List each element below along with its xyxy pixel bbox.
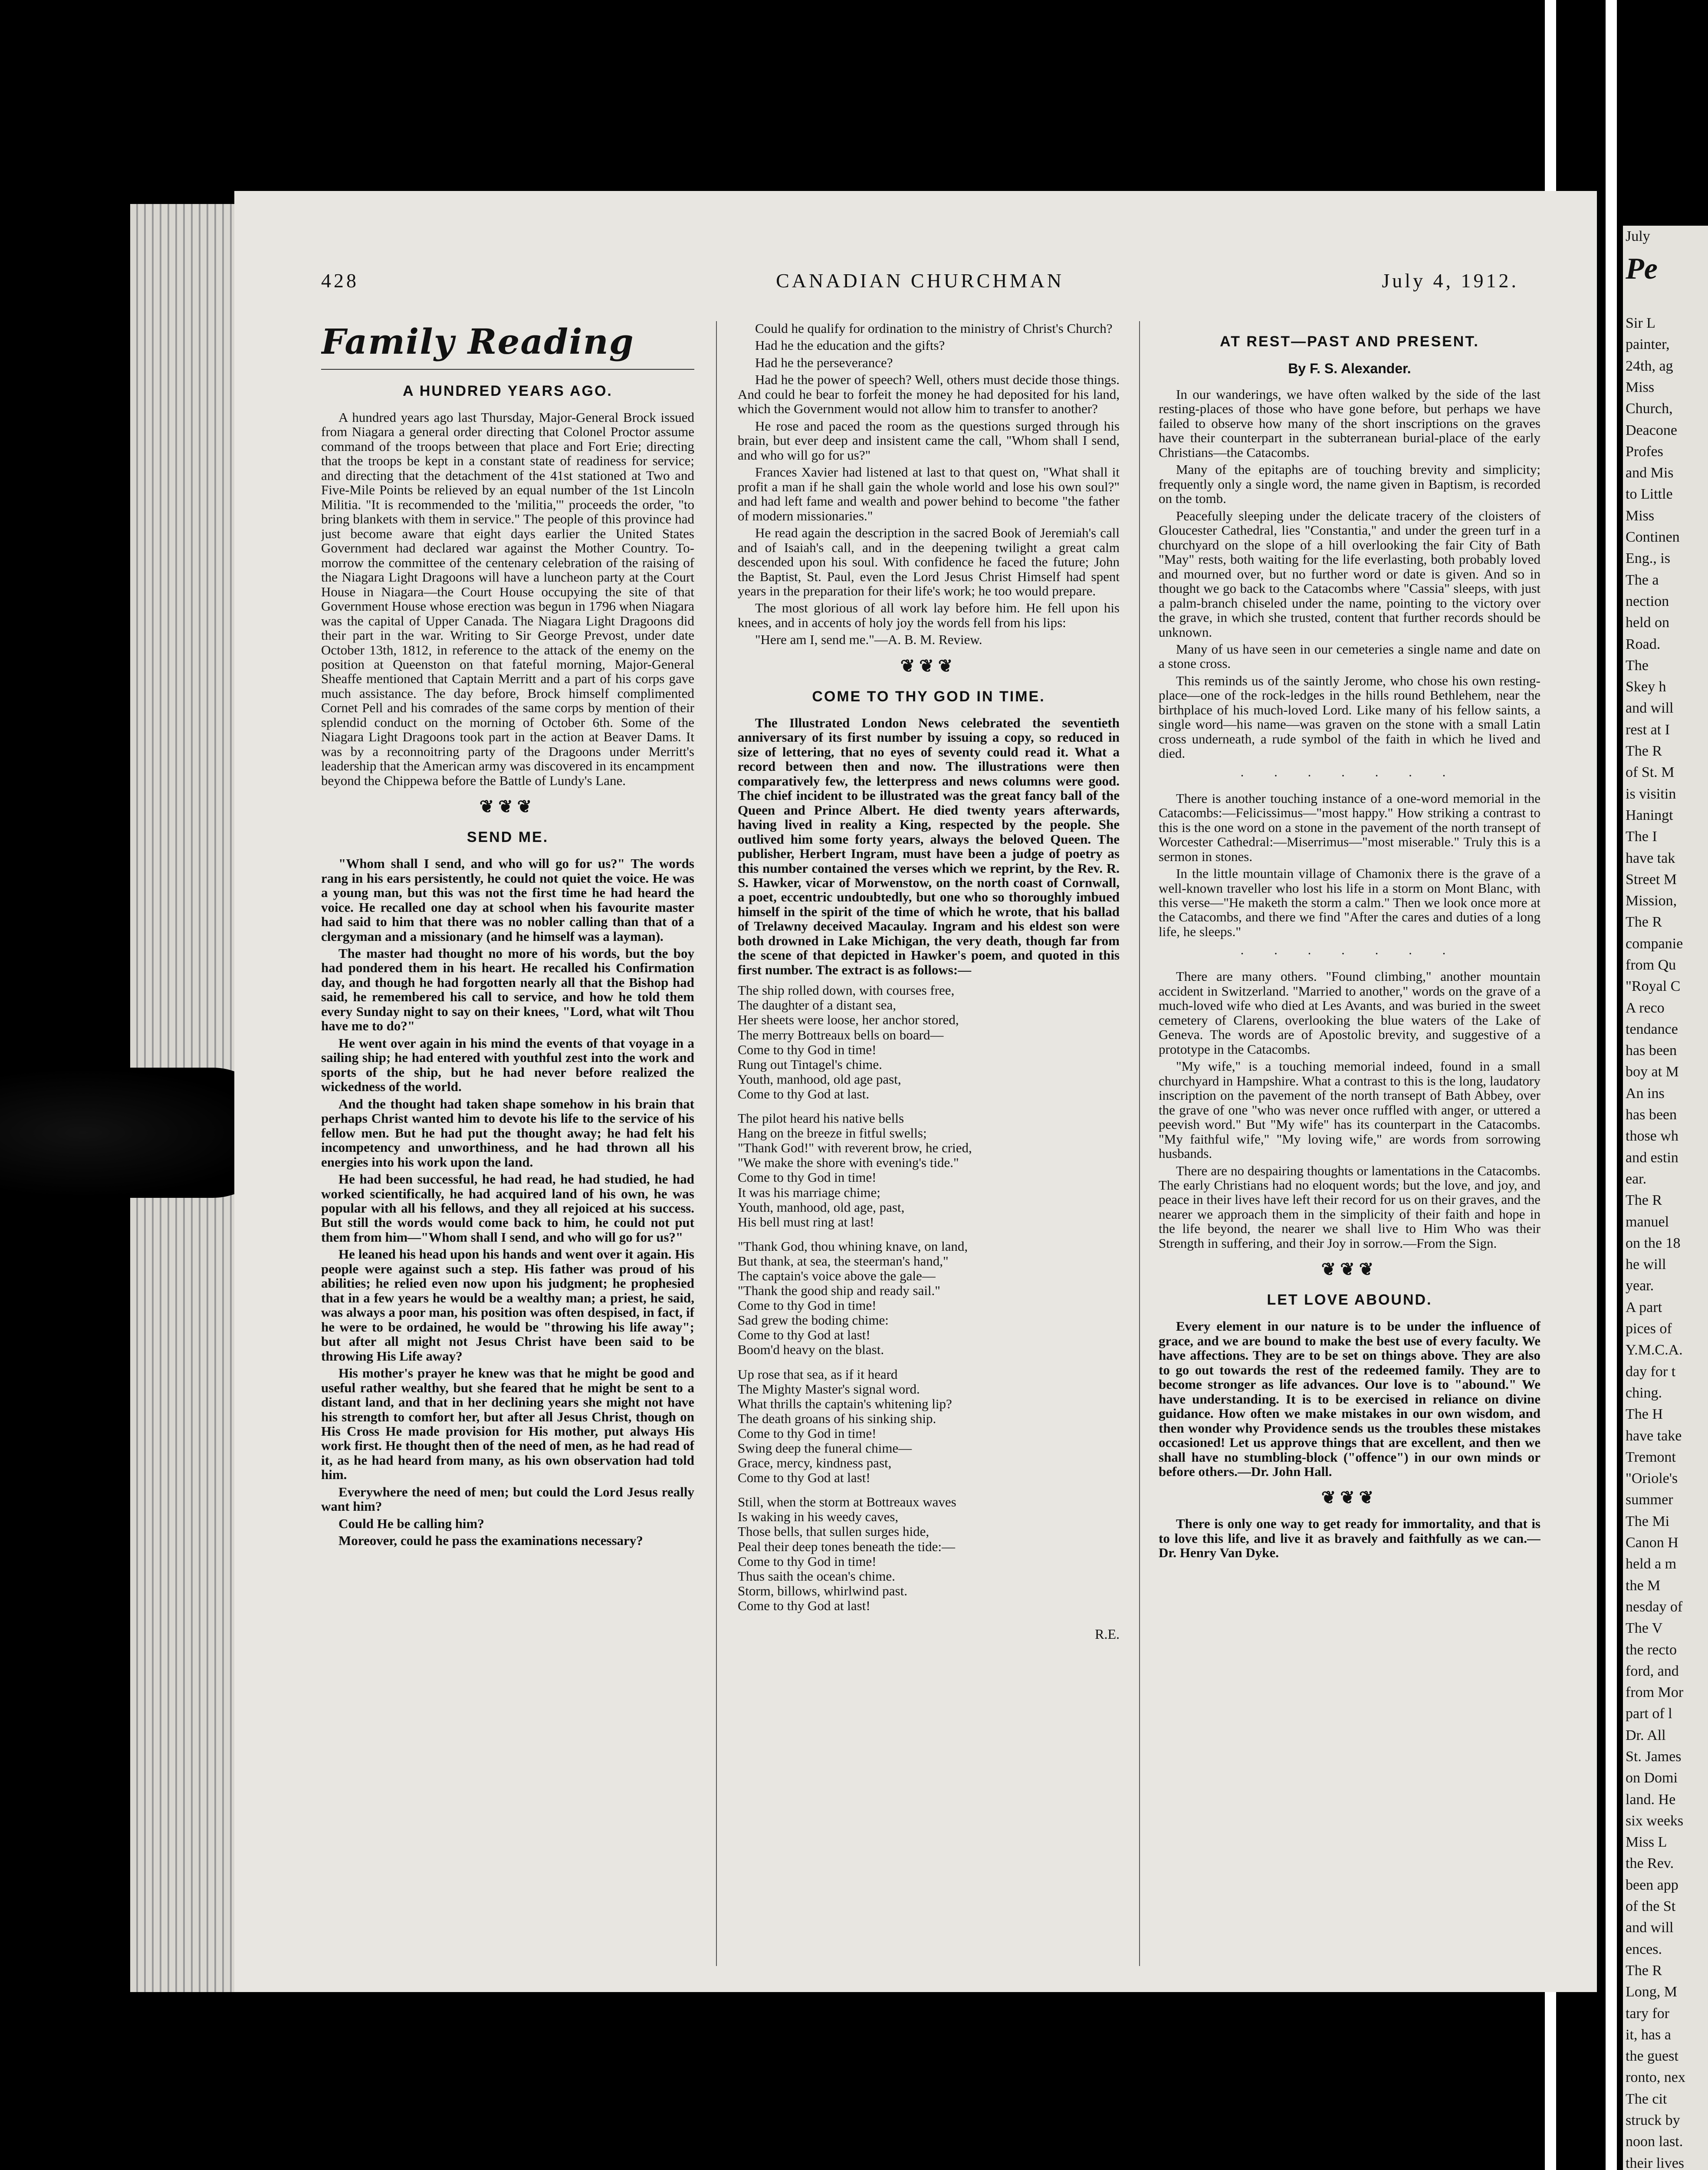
- fragment-line: The R: [1626, 1962, 1662, 1979]
- fragment-line: Miss L: [1626, 1834, 1667, 1851]
- poem-line: Youth, manhood, old age past,: [738, 1071, 901, 1087]
- paragraph: There is only one way to get ready for immortality, and that is to love this life, and live it as bravely and faithfully as we can.—Dr. Henry Van Dyke.: [1159, 1516, 1540, 1561]
- paragraph: He leaned his head upon his hands and went over it again. His people were against such a step. His father was proud of his abilities; he relied even now upon his judgment; he prophesied that in a few years he would be a wealthy man; a priest, he said, was always a poor man, his position was often despised, in fact, if he were to be ordained, he would be "throwing his life away"; but after all might not Jesus Christ have been said to be throwing His Life away?: [321, 1246, 694, 1364]
- separator-dots: · · · · · · ·: [1240, 947, 1459, 961]
- poem-line: Peal their deep tones beneath the tide:—: [738, 1539, 955, 1554]
- fragment-line: Miss: [1626, 379, 1655, 395]
- fragment-line: Profes: [1626, 443, 1663, 460]
- signature: R.E.: [1095, 1626, 1120, 1642]
- poem-line: Still, when the storm at Bottreaux waves: [738, 1494, 956, 1510]
- fragment-line: ronto, nex: [1626, 2069, 1685, 2086]
- paragraph: Peacefully sleeping under the delicate tracery of the cloisters of Gloucester Cathedral, lies "Constantia," and under the green turf in a churchyard on the slope of a hill overlooking the fair City of Bath "May" rests, both waiting for the life everlasting, both probably loved and mourned over, but no further word or date is given. And so in thought we go back to the Catacombs where "Cassia" sleeps, with just a palm-branch chiseled under the name, pointing to the victory over the grave, in which she trusted, content that further records should be unknown.: [1159, 508, 1540, 640]
- paragraph: Could He be calling him?: [338, 1516, 484, 1531]
- fragment-line: Pe: [1626, 252, 1658, 286]
- paragraph: "My wife," is a touching memorial indeed, found in a small churchyard in Hampshire. What a contrast to this is the long, laudatory inscription on the pavement of the north transept of Bath Abbey, over the grave of one "who was never once ruffled with anger, or uttered a peevish word." But "My wife" has its counterpart in the Catacombs. "My faithful wife," "My loving wife," are words from sorrowing husbands.: [1159, 1059, 1540, 1161]
- fragment-line: 24th, ag: [1626, 358, 1673, 374]
- poem-line: Come to thy God in time!: [738, 1170, 877, 1185]
- fragment-line: pices of: [1626, 1321, 1672, 1337]
- stanza: [738, 1111, 1120, 1230]
- fragment-line: "Oriole's: [1626, 1470, 1678, 1487]
- poem-line: What thrills the captain's whitening lip?: [738, 1396, 952, 1411]
- fragment-line: St. James: [1626, 1748, 1682, 1765]
- article-title: SEND ME.: [466, 829, 549, 846]
- stanza: [738, 1495, 1120, 1613]
- fragment-line: A part: [1626, 1299, 1662, 1315]
- poem-line: Is waking in his weedy caves,: [738, 1509, 899, 1525]
- newspaper-page: [234, 191, 1597, 1992]
- fragment-line: land. He: [1626, 1791, 1676, 1808]
- fragment-line: companie: [1626, 935, 1683, 952]
- fragment-line: boy at M: [1626, 1064, 1679, 1080]
- fragment-line: The cit: [1626, 2091, 1667, 2107]
- paragraph: Frances Xavier had listened at last to that quest on, "What shall it profit a man if he shall gain the whole world and lose his own soul?" and had left fame and wealth and power behind to become "the father of modern missionaries.": [738, 464, 1120, 523]
- poem-line: "We make the shore with evening's tide.": [738, 1155, 959, 1170]
- fragment-line: ear.: [1626, 1170, 1647, 1187]
- poem-line: Boom'd heavy on the blast.: [738, 1342, 884, 1358]
- paragraph: He went over again in his mind the events of that voyage in a sailing ship; he had entered with youthful zest into the work and sports of the ship, but he had never before realized the wickedness of the world.: [321, 1035, 694, 1095]
- paragraph: He rose and paced the room as the questions surged through his brain, but ever deep and insistent came the call, "Whom shall I send, and who will go for us?": [738, 418, 1120, 463]
- poem-line: It was his marriage chime;: [738, 1184, 880, 1200]
- fragment-line: A reco: [1626, 1000, 1665, 1016]
- poem-line: Swing deep the funeral chime—: [738, 1440, 912, 1456]
- fragment-line: nection: [1626, 593, 1669, 609]
- gutter-bar: [1606, 0, 1617, 2170]
- fragment-line: Tremont: [1626, 1449, 1676, 1465]
- publication-title: CANADIAN CHURCHMAN: [776, 270, 1064, 292]
- fragment-line: rest at I: [1626, 721, 1670, 738]
- paragraph: There are no despairing thoughts or lamentations in the Catacombs. The early Christians had no eloquent words; but the love, and joy, and peace in their lives have left their record for us on their graves, and the nearer we approach them in the simplicity of their faith and hope in the life beyond, the nearer we shall live to Him Who was their Strength in suffering, and their Joy in sorrow.—From the Sign.: [1159, 1163, 1540, 1251]
- fragment-line: tendance: [1626, 1021, 1678, 1037]
- column-rule: [716, 321, 717, 1966]
- poem-line: Sad grew the boding chime:: [738, 1312, 889, 1328]
- fragment-line: struck by: [1626, 2112, 1680, 2129]
- fragment-line: Church,: [1626, 401, 1673, 417]
- paragraph: And the thought had taken shape somehow in his brain that perhaps Christ wanted him to devote his life to the service of his fellow men. But he had put the thought away; he had felt his incompetency and unworthiness, and he had thrown all his energies into his work upon the land.: [321, 1096, 694, 1170]
- fragment-line: have tak: [1626, 850, 1675, 866]
- poem-line: Youth, manhood, old age, past,: [738, 1199, 905, 1215]
- byline: By F. S. Alexander.: [1288, 361, 1411, 376]
- fragment-line: The R: [1626, 914, 1662, 930]
- paragraph: Moreover, could he pass the examinations necessary?: [338, 1533, 643, 1549]
- fragment-line: year.: [1626, 1278, 1654, 1294]
- poem: [738, 983, 1120, 1613]
- poem-line: "Thank God!" with reverent brow, he cried,: [738, 1140, 972, 1156]
- poem-line: Those bells, that sullen surges hide,: [738, 1524, 930, 1539]
- poem-line: Come to thy God at last!: [738, 1470, 870, 1486]
- paragraph: His mother's prayer he knew was that he might be good and useful rather wealthy, but she feared that he might be sent to a distant land, and that in her declining years she might not have his strength to comfort her, but after all Jesus Christ, though on His Cross He made provision for His mother, put always His work first. He thought then of the need of men, as he had read of it, as he had heard from many, as his own observation had told him.: [321, 1365, 694, 1483]
- poem-line: Up rose that sea, as if it heard: [738, 1366, 898, 1382]
- paragraph: He read again the description in the sacred Book of Jeremiah's call and of Isaiah's call, and in the deepening twilight a great calm descended upon his soul. With confidence he faced the future; John the Baptist, St. Paul, even the Lord Jesus Christ Himself had spent years in the preparation for their life's work; he too would prepare.: [738, 525, 1120, 598]
- page-header: [321, 269, 1519, 295]
- stanza: [738, 1239, 1120, 1358]
- fragment-line: from Qu: [1626, 957, 1676, 973]
- fragment-line: The I: [1626, 829, 1657, 845]
- fragment-line: been app: [1626, 1877, 1678, 1893]
- fragment-line: six weeks: [1626, 1812, 1684, 1829]
- fragment-line: tary for: [1626, 2005, 1670, 2022]
- fragment-line: it, has a: [1626, 2026, 1671, 2043]
- next-page-fragment: [1623, 226, 1708, 2170]
- fragment-line: Dr. All: [1626, 1727, 1666, 1743]
- fragment-line: part of l: [1626, 1706, 1672, 1722]
- poem-line: The death groans of his sinking ship.: [738, 1410, 936, 1426]
- paragraph: Had he the power of speech? Well, others must decide those things. And could he bear to forfeit the money he had deposited for his land, which the Government would not allow him to transfer to another?: [738, 372, 1120, 417]
- article-title: COME TO THY GOD IN TIME.: [812, 688, 1045, 705]
- fragment-line: he will: [1626, 1256, 1666, 1273]
- fragment-line: nesday of: [1626, 1598, 1683, 1615]
- paragraph: Had he the education and the gifts?: [755, 338, 945, 353]
- stanza: [738, 1367, 1120, 1486]
- paragraph: The master had thought no more of his words, but the boy had pondered them in his heart. He recalled his Confirmation day, and though he had forgotten nearly all that the Bishop had said, he remembered his call to service, and how he told them every Sunday night to say on their knees, "Lord, what wilt Thou have me to do?": [321, 946, 694, 1034]
- ornament: ❦❦❦: [1321, 1259, 1378, 1279]
- fragment-line: Haningt: [1626, 807, 1673, 823]
- poem-line: Come to thy God at last.: [738, 1086, 870, 1101]
- fragment-line: Long, M: [1626, 1984, 1677, 2000]
- ornament: ❦❦❦: [900, 656, 957, 676]
- fragment-line: Canon H: [1626, 1535, 1678, 1551]
- divider: [321, 369, 694, 370]
- column-3: [1159, 321, 1540, 1975]
- fragment-line: the Rev.: [1626, 1855, 1674, 1872]
- poem-line: Hang on the breeze in fitful swells;: [738, 1125, 927, 1141]
- paragraph: Could he qualify for ordination to the ministry of Christ's Church?: [755, 321, 1113, 336]
- ornament: ❦❦❦: [1321, 1488, 1378, 1508]
- fragment-line: held a m: [1626, 1556, 1677, 1572]
- fragment-line: noon last.: [1626, 2134, 1683, 2150]
- fragment-line: "Royal C: [1626, 978, 1681, 995]
- fragment-line: The R: [1626, 1192, 1662, 1209]
- fragment-line: is visitin: [1626, 786, 1676, 802]
- poem-line: But thank, at sea, the steerman's hand,": [738, 1253, 949, 1269]
- fragment-line: The: [1626, 657, 1649, 674]
- fragment-line: Eng., is: [1626, 550, 1670, 567]
- paragraph: The most glorious of all work lay before him. He fell upon his knees, and in accents of holy joy the words fell from his lips:: [738, 600, 1120, 630]
- fragment-line: ching.: [1626, 1384, 1662, 1401]
- fragment-line: The R: [1626, 743, 1662, 760]
- paragraph: "Whom shall I send, and who will go for us?" The words rang in his ears persistently, he could not quiet the voice. He was a young man, but this was not the first time he had heard the voice. He recalled one day at school when his favourite master had said to him that there was no nobler calling than that of a clergyman and a missionary (and he himself was a layman).: [321, 856, 694, 944]
- fragment-line: The a: [1626, 572, 1659, 588]
- paragraph: In the little mountain village of Chamonix there is the grave of a well-known traveller who lost his life in a storm on Mont Blanc, with this verse—"He maketh the storm a calm." Then we look once more at the Catacombs, and there we find "After the cares and duties of a long life, he sleeps.": [1159, 866, 1540, 939]
- fragment-line: summer: [1626, 1492, 1673, 1508]
- paragraph: The Illustrated London News celebrated the seventieth anniversary of its first number by issuing a copy, so reduced in size of lettering, that no eyes of seventy could read it. What a record between then and now. The illustrations were then comparatively few, the letterpress and news columns were good. The chief incident to be illustrated was the great fancy ball of the Queen and Prince Albert. He died twenty years afterwards, having lived in reality a King, respected by the people. She outlived him some forty years, always the beloved Queen. The publisher, Herbert Ingram, must have been a judge of poetry as this number contained the verses which we reprint, by the Rev. R. S. Hawker, vicar of Morwenstow, on the north coast of Cornwall, a poet, eccentric undoubtedly, but one who so thoroughly imbued himself in the spirit of the time of which he wrote, that his ballad of Trelawny deceived Macaulay. Ingram and his eldest son were both drowned in Lake Michigan, the very death, though far from the scene of that depicted in Hawker's poem, and quoted in this first number. The extract is as follows:—: [738, 715, 1120, 977]
- article-title: A HUNDRED YEARS AGO.: [403, 383, 613, 399]
- poem-line: The pilot heard his native bells: [738, 1111, 904, 1126]
- article-title: AT REST—PAST AND PRESENT.: [1220, 333, 1479, 350]
- poem-line: The merry Bottreaux bells on board—: [738, 1027, 944, 1042]
- fragment-line: An ins: [1626, 1085, 1665, 1101]
- fragment-line: Street M: [1626, 871, 1677, 888]
- fragment-line: have take: [1626, 1427, 1682, 1444]
- column-2: [738, 321, 1120, 1975]
- fragment-line: and estin: [1626, 1149, 1678, 1166]
- fragment-line: of the St: [1626, 1898, 1676, 1915]
- fragment-line: manuel: [1626, 1213, 1669, 1230]
- next-page-lines: [1623, 226, 1708, 2170]
- stanza: [738, 983, 1120, 1101]
- paragraph: Every element in our nature is to be under the influence of grace, and we are bound to make the best use of every faculty. We have affections. They are to be set on things above. They are also to go out towards the rest of the redeemed family. They are to become stronger as life advances. Our love is to "abound." We have understanding. It is to be exercised in reliance on divine guidance. How often we make mistakes in our own wisdom, and then wonder why Providence sends us the troubles these mistakes occasioned! Let us approve things that are excellent, and then we shall have no stumbling-block ("offence") in our own minds or before others.—Dr. John Hall.: [1159, 1318, 1540, 1479]
- poem-line: Come to thy God in time!: [738, 1553, 877, 1569]
- poem-line: The ship rolled down, with courses free,: [738, 983, 955, 998]
- poem-line: Grace, mercy, kindness past,: [738, 1455, 892, 1471]
- paragraph: Many of the epitaphs are of touching brevity and simplicity; frequently only a single word, the name given in Baptism, is recorded on the tomb.: [1159, 462, 1540, 506]
- separator-dots: · · · · · · ·: [1240, 768, 1459, 783]
- fragment-line: day for t: [1626, 1363, 1676, 1380]
- fragment-line: and Mis: [1626, 465, 1674, 481]
- article-title: LET LOVE ABOUND.: [1267, 1292, 1432, 1309]
- poem-line: The Mighty Master's signal word.: [738, 1381, 920, 1397]
- poem-line: Come to thy God in time!: [738, 1042, 877, 1057]
- poem-line: Rung out Tintagel's chime.: [738, 1056, 882, 1072]
- fragment-line: their lives: [1626, 2155, 1685, 2170]
- paragraph: There are many others. "Found climbing," another mountain accident in Switzerland. "Married to another," words on the grave of a much-loved wife who died at Les Avants, and was buried in the sweet cemetery of Clarens, overlooking the blue waters of the Lake of Geneva. The words are of Apostolic brevity, and suggestive of a prototype in the Catacombs.: [1159, 969, 1540, 1057]
- poem-line: Her sheets were loose, her anchor stored,: [738, 1012, 959, 1028]
- paragraph: In our wanderings, we have often walked by the side of the last resting-places of those who have gone before, but perhaps we have failed to observe how many of the short inscriptions on the graves have their counterpart in the subterranean burial-place of the early Christians—the Catacombs.: [1159, 387, 1540, 460]
- paragraph: Had he the perseverance?: [755, 355, 893, 370]
- fragment-line: painter,: [1626, 336, 1670, 353]
- poem-line: "Thank God, thou whining knave, on land,: [738, 1238, 968, 1254]
- ornament: ❦❦❦: [479, 797, 536, 817]
- fragment-line: on Domi: [1626, 1770, 1678, 1786]
- fragment-line: has been: [1626, 1042, 1677, 1059]
- fragment-line: of St. M: [1626, 764, 1675, 781]
- paragraph: There is another touching instance of a one-word memorial in the Catacombs:—Felicissimus—"most happy." How striking a contrast to this is the one word on a stone in the pavement of the north transept of Worcester Cathedral:—Miserrimus—"most miserable." Truly this is a sermon in stones.: [1159, 790, 1540, 864]
- fragment-line: held on: [1626, 615, 1670, 631]
- fragment-line: [1623, 291, 1708, 312]
- poem-line: Come to thy God in time!: [738, 1298, 877, 1313]
- column-1: [321, 321, 694, 1975]
- fragment-line: to Little: [1626, 486, 1673, 503]
- column-rule: [1139, 321, 1140, 1966]
- fragment-line: the M: [1626, 1577, 1661, 1594]
- poem-line: His bell must ring at last!: [738, 1214, 874, 1230]
- fragment-line: Y.M.C.A.: [1626, 1342, 1683, 1358]
- page-number: 428: [321, 270, 359, 292]
- fragment-line: The V: [1626, 1620, 1663, 1637]
- fragment-line: The Mi: [1626, 1513, 1670, 1529]
- fragment-line: Miss: [1626, 507, 1655, 524]
- fragment-line: The H: [1626, 1406, 1663, 1423]
- paragraph: A hundred years ago last Thursday, Major-General Brock issued from Niagara a general order directing that Colonel Proctor assume command of the troops between that place and Fort Erie; directing that the troops be kept in a constant state of readiness for service; and directing that the detachment of the 41st stationed at Two and Five-Mile Points be relieved by an equal number of the 1st Lincoln Militia. "It is recommended to the 'militia,'" proceeds the order, "to bring blankets with them in service." The people of this province had just become aware that eight days earlier the United States Government had declared war against the Mother Country. To-morrow the committee of the centenary celebration of the raising of the Niagara Light Dragoons will have a luncheon party at the Court House in Niagara—the Court House occupying the site of that Government House whose erection was begun in 1796 when Niagara was the capital of Upper Canada. The Niagara Light Dragoons did their part in the war. Writing to Sir George Prevost, under date October 13th, 1812, in reference to the attack of the enemy on the position at Queenston on that fateful morning, Major-General Sheaffe mentioned that Captain Merritt and a part of his corps gave much assistance. The day before, Brock himself complimented Cornet Pell and his comrades of the same corps by mention of their splendid conduct on the morning of October 6th. Some of the Niagara Light Dragoons took part in the action at Beaver Dams. It was by a reconnoitring party of the Dragoons under Merritt's leadership that the American army was discovered in its encampment beyond the Chippewa before the Battle of Lundy's Lane.: [321, 410, 694, 788]
- fragment-line: and will: [1626, 700, 1674, 717]
- poem-line: "Thank the good ship and ready sail.": [738, 1283, 940, 1299]
- fragment-line: Sir L: [1626, 315, 1655, 332]
- poem-line: The captain's voice above the gale—: [738, 1268, 936, 1283]
- fragment-line: Deacone: [1626, 422, 1677, 438]
- fragment-line: Mission,: [1626, 893, 1677, 909]
- poem-line: Storm, billows, whirlwind past.: [738, 1583, 907, 1598]
- fragment-line: the recto: [1626, 1641, 1677, 1658]
- paragraph: Everywhere the need of men; but could the Lord Jesus really want him?: [321, 1484, 694, 1514]
- paragraph: This reminds us of the saintly Jerome, who chose his own resting-place—one of the rock-ledges in the hills round Bethlehem, near the birthplace of his much-loved Lord. Like many of his fellow saints, a single word—his name—was graven on the stone with a small Latin cross underneath, a rude symbol of the faith in which he lived and died.: [1159, 673, 1540, 761]
- issue-date: July 4, 1912.: [1382, 270, 1519, 292]
- fragment-line: and will: [1626, 1920, 1674, 1936]
- fragment-line: from Mor: [1626, 1684, 1684, 1701]
- fragment-line: ences.: [1626, 1941, 1662, 1957]
- fragment-line: Road.: [1626, 636, 1661, 652]
- fragment-line: July: [1626, 228, 1650, 244]
- fragment-line: the guest: [1626, 2048, 1678, 2065]
- poem-line: Thus saith the ocean's chime.: [738, 1568, 895, 1584]
- paragraph: "Here am I, send me."—A. B. M. Review.: [755, 632, 982, 648]
- fragment-line: on the 18: [1626, 1235, 1681, 1251]
- section-banner: Family Reading: [321, 321, 634, 362]
- fragment-line: Skey h: [1626, 679, 1666, 695]
- poem-line: Come to thy God at last!: [738, 1327, 870, 1343]
- fragment-line: has been: [1626, 1107, 1677, 1123]
- fragment-line: those wh: [1626, 1128, 1678, 1144]
- poem-line: Come to thy God in time!: [738, 1425, 877, 1441]
- paragraph: Many of us have seen in our cemeteries a single name and date on a stone cross.: [1159, 641, 1540, 671]
- poem-line: Come to thy God at last!: [738, 1598, 870, 1613]
- paragraph: He had been successful, he had read, he had studied, he had worked scientifically, he had acquired land of his own, he was popular with all his fellows, and they all rejoiced at his success. But still the words would come back to him, he could not put them from him—"Whom shall I send, and who will go for us?": [321, 1171, 694, 1245]
- fragment-line: Continen: [1626, 529, 1680, 546]
- fragment-line: ford, and: [1626, 1663, 1679, 1679]
- poem-line: The daughter of a distant sea,: [738, 997, 896, 1013]
